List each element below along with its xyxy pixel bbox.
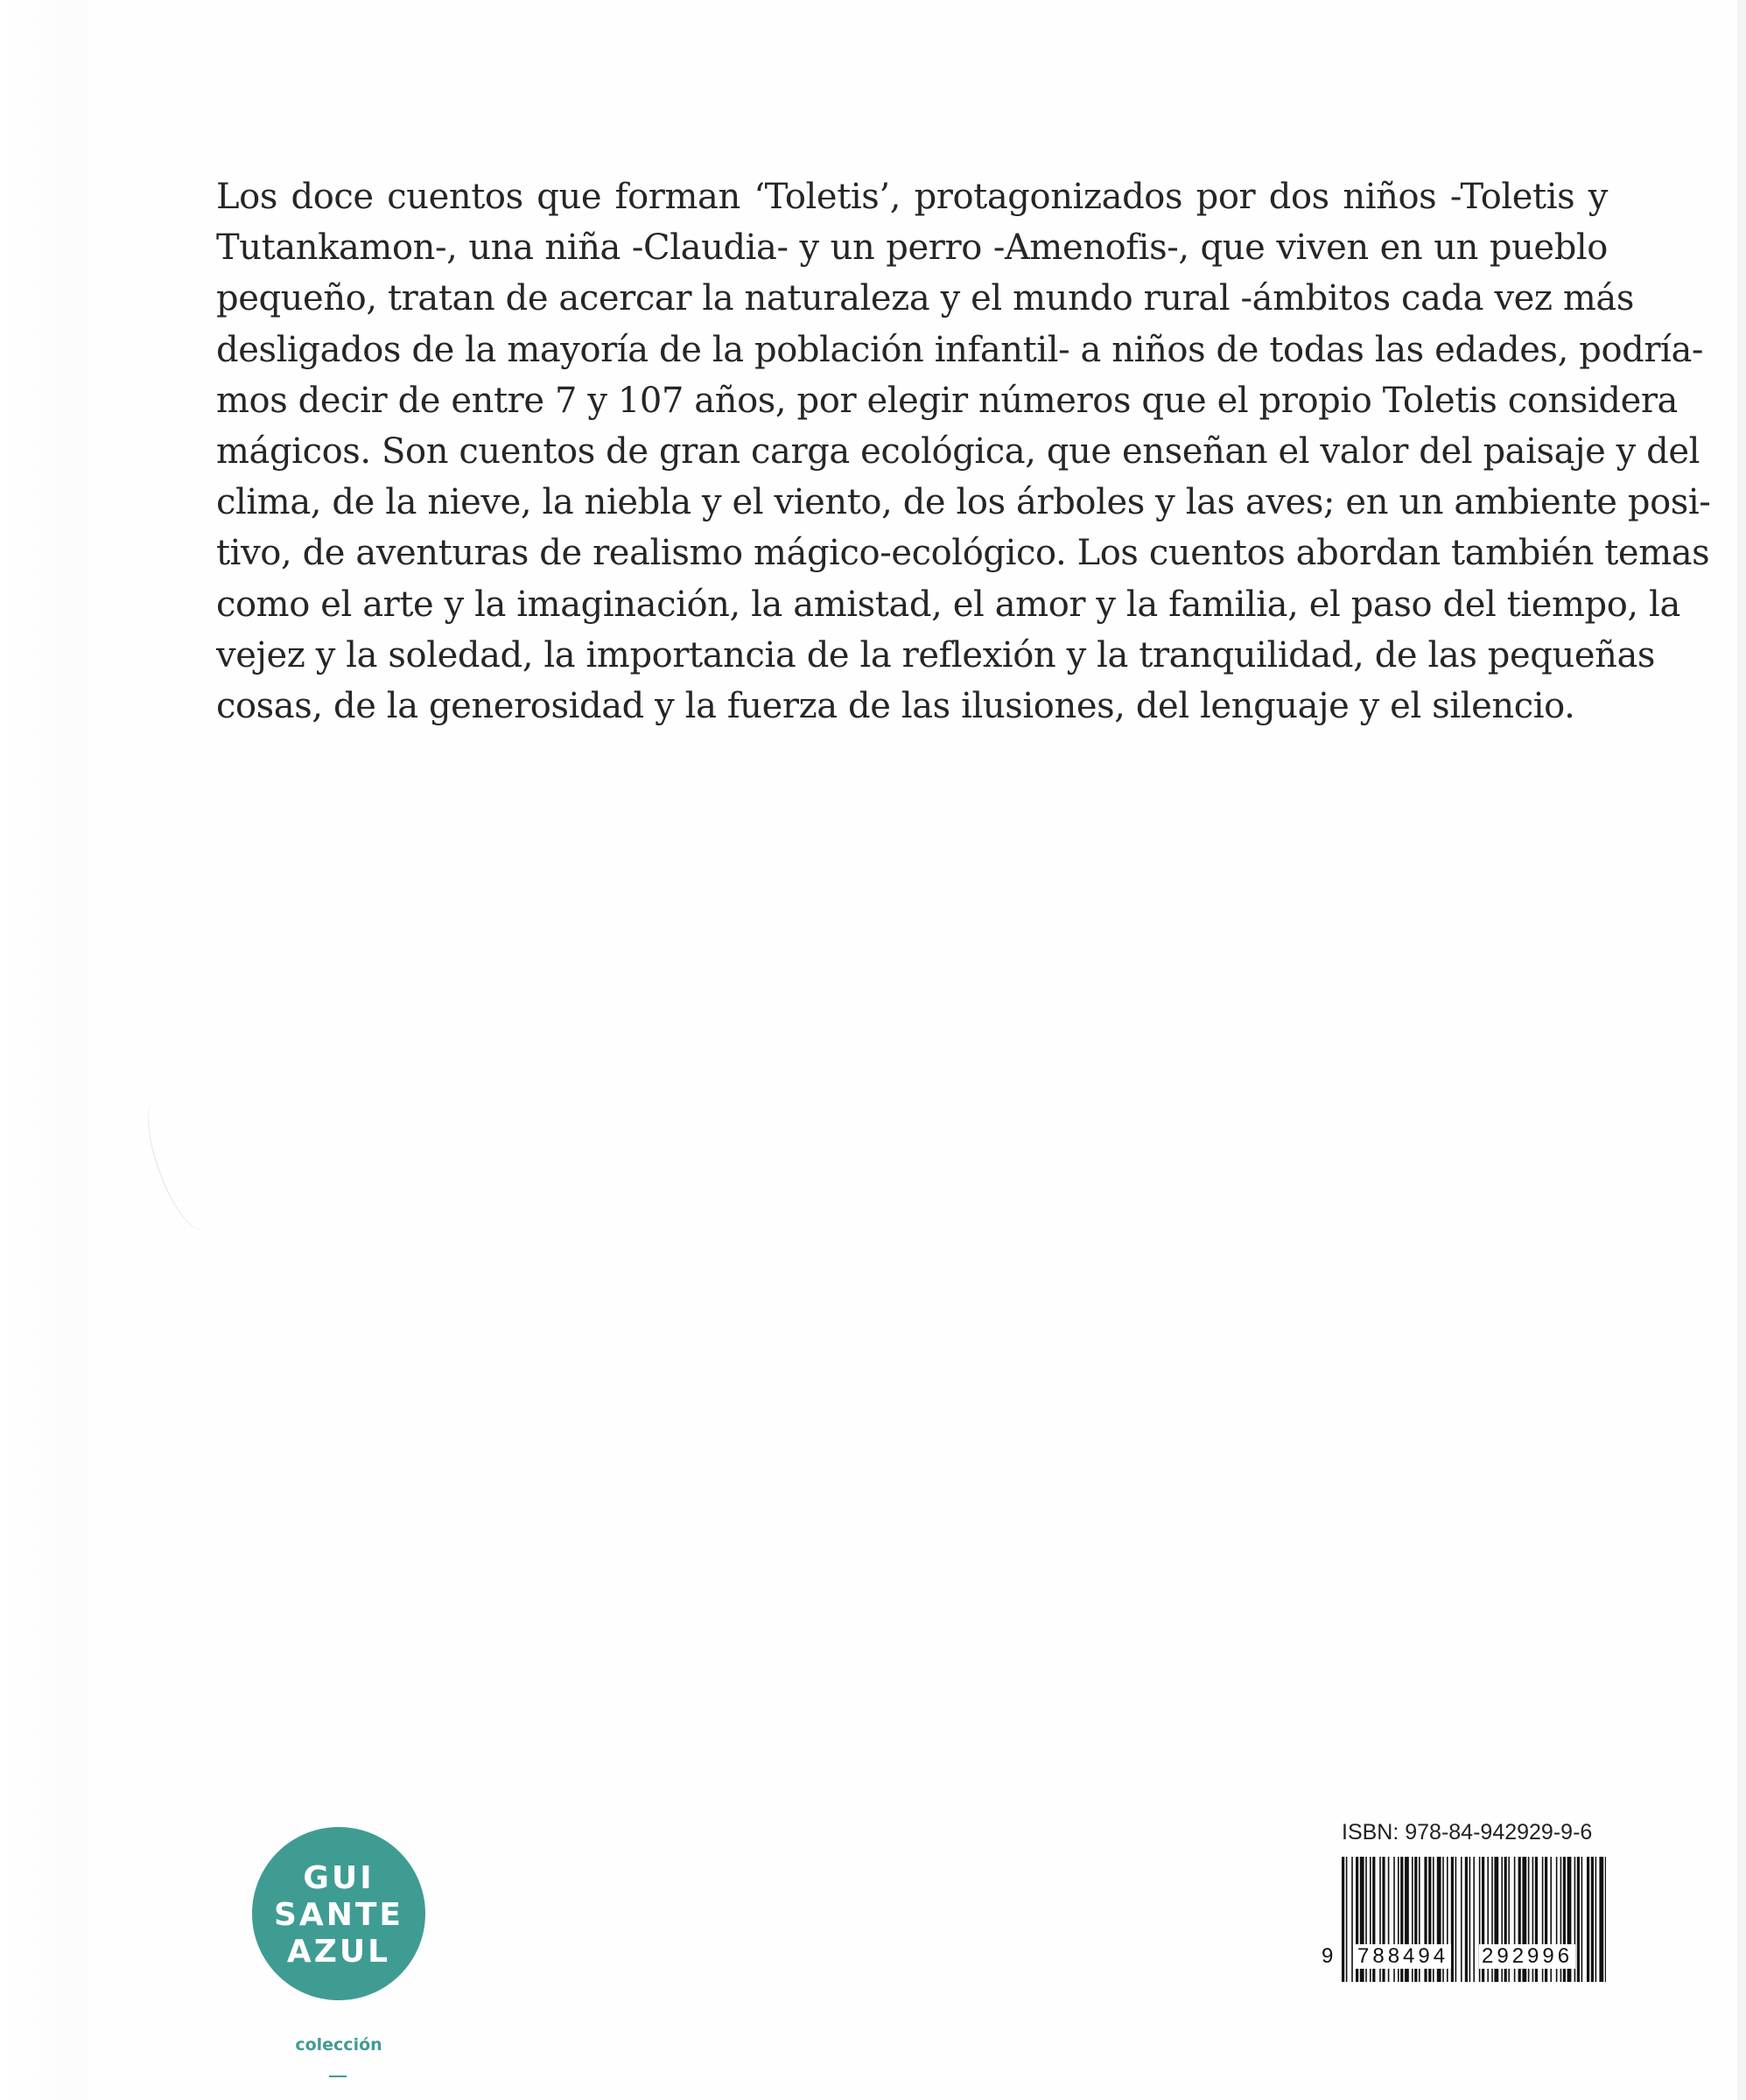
logo-text-line: AZUL — [286, 1934, 391, 1970]
barcode-bar — [1342, 1857, 1344, 1982]
publisher-logo — [252, 1827, 425, 2000]
blurb-line: desligados de la mayoría de la población infantil- a niños de todas las edades, podría- — [216, 329, 1704, 370]
blurb-line: clima, de la nieve, la niebla y el viento, de los árboles y las aves; en un ambiente posi- — [216, 482, 1711, 523]
blurb-line: tivo, de aventuras de realismo mágico-ecológico. Los cuentos abordan también temas — [216, 533, 1710, 574]
barcode-bar — [1581, 1857, 1583, 1982]
barcode-bar — [1469, 1857, 1471, 1982]
barcode-bar — [1473, 1857, 1475, 1982]
barcode-bar — [1346, 1857, 1348, 1982]
barcode-bar — [1599, 1857, 1603, 1982]
logo-text-line: SANTE — [273, 1897, 404, 1933]
cover-right-edge — [1737, 0, 1746, 2100]
blurb-line: Los doce cuentos que forman ‘Toletis’, protagonizados por dos niños -Toletis y — [216, 177, 1608, 217]
caption-underline — [329, 2076, 347, 2077]
barcode-bar — [1351, 1857, 1353, 1982]
blurb-line: como el arte y la imaginación, la amistad, el amor y la familia, el paso del tiempo, la — [216, 584, 1680, 625]
blurb-line: mos decir de entre 7 y 107 años, por elegir números que el propio Toletis considera — [216, 380, 1679, 421]
blurb-line: vejez y la soledad, la importancia de la reflexión y la tranquilidad, de las pequeñas — [216, 634, 1656, 676]
logo-text-line: GUI — [303, 1860, 375, 1896]
barcode-bar — [1451, 1857, 1454, 1982]
blurb-line: cosas, de la generosidad y la fuerza de las ilusiones, del lenguaje y el silencio. — [216, 686, 1575, 727]
barcode-bar — [1595, 1857, 1597, 1982]
barcode-bar — [1587, 1857, 1589, 1982]
barcode-bar — [1577, 1857, 1580, 1982]
barcode-bar — [1465, 1857, 1468, 1982]
isbn-label: ISBN: 978-84-942929-9-6 — [1342, 1820, 1593, 1844]
blurb-text — [216, 172, 1711, 732]
blurb-line: Tutankamon-, una niña -Claudia- y un perro -Amenofis-, que viven en un pueblo — [216, 228, 1608, 269]
barcode-digits-right: 292996 — [1479, 1944, 1575, 1969]
collection-caption: colección — [295, 2035, 382, 2054]
barcode-bar — [1591, 1857, 1594, 1982]
barcode-bar — [1605, 1857, 1606, 1982]
blurb-line: pequeño, tratan de acercar la naturaleza y el mundo rural -ámbitos cada vez más — [216, 278, 1635, 319]
barcode-digits-left: 788494 — [1355, 1944, 1451, 1969]
barcode-bar — [1455, 1857, 1457, 1982]
cover-left-edge — [0, 0, 88, 2100]
barcode-digit-lead: 9 — [1322, 1944, 1334, 1968]
blurb-line: mágicos. Son cuentos de gran carga ecológica, que enseñan el valor del paisaje y del — [216, 431, 1700, 472]
barcode-bar — [1461, 1857, 1462, 1982]
